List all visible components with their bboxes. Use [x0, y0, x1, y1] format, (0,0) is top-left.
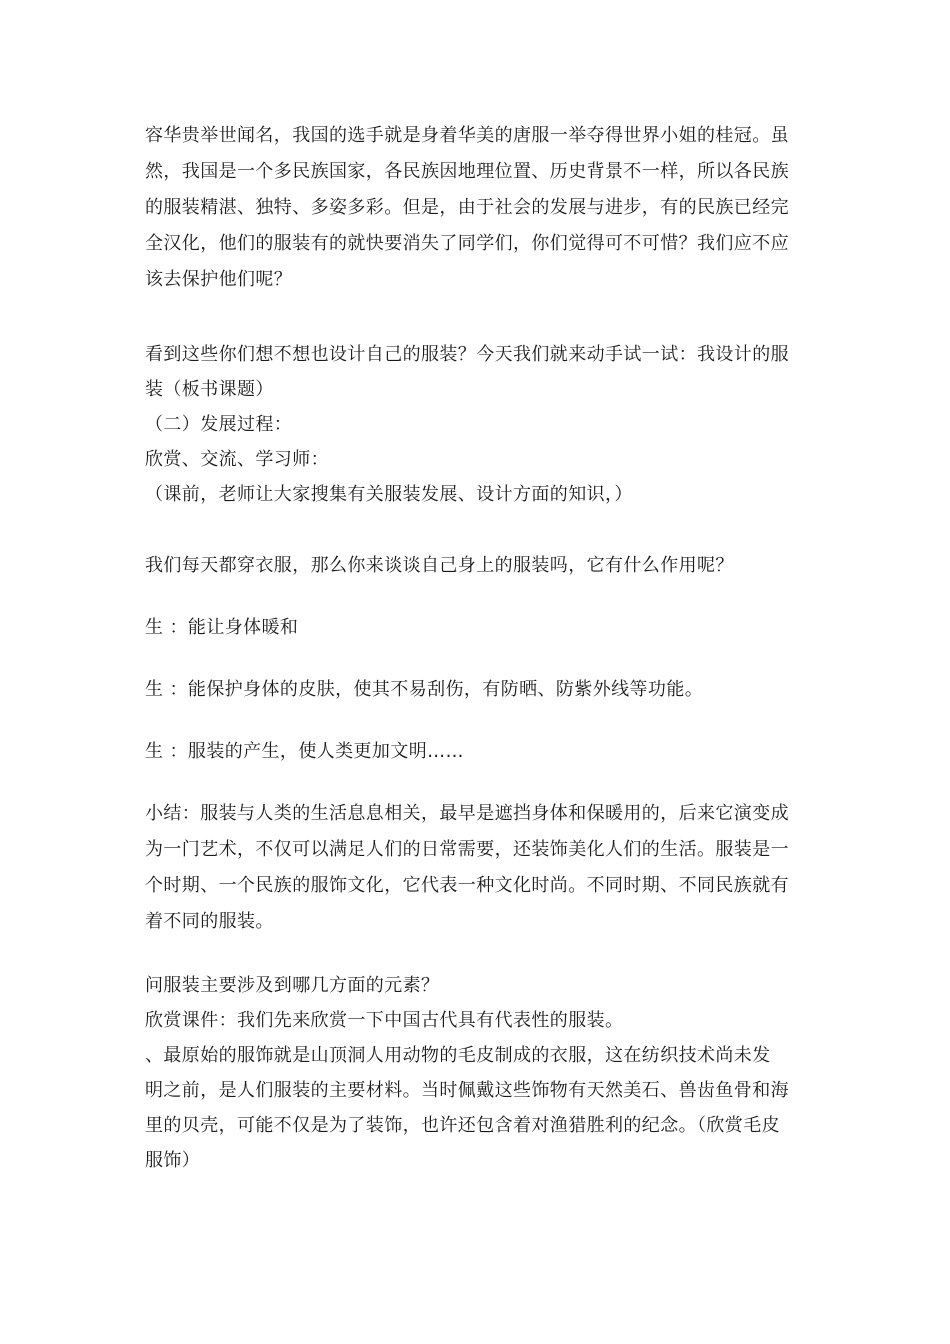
- text-line: 生 ：能保护身体的皮肤，使其不易刮伤，有防晒、防紫外线等功能。: [145, 679, 704, 700]
- text-line: 容华贵举世闻名，我国的选手就是身着华美的唐服一举夺得世界小姐的桂冠。虽: [145, 125, 789, 146]
- text-line: （课前，老师让大家搜集有关服装发展、设计方面的知识，）: [145, 484, 633, 505]
- text-line: 里的贝壳，可能不仅是为了装饰，也许还包含着对渔猎胜利的纪念。（欣赏毛皮: [145, 1115, 780, 1136]
- paragraph-summary: [145, 796, 810, 940]
- text-line: 为一门艺术，不仅可以满足人们的日常需要，还装饰美化人们的生活。服装是一: [145, 839, 789, 860]
- text-line: 明之前，是人们服装的主要材料。当时佩戴这些饰物有天然美石、兽齿鱼骨和海: [145, 1080, 789, 1101]
- text-line: 装（板书课题）: [145, 379, 274, 400]
- paragraph-elements: [145, 968, 810, 1178]
- text-line: 看到这些你们想不想也设计自己的服装？今天我们就来动手试一试：我设计的服: [145, 344, 789, 365]
- text-line: 着不同的服装。: [145, 911, 274, 932]
- text-line: 的服装精湛、独特、多姿多彩。但是，由于社会的发展与进步，有的民族已经完: [145, 197, 789, 218]
- text-line: 该去保护他们呢？: [145, 269, 293, 290]
- text-line: 生 ：能让身体暖和: [145, 617, 299, 638]
- text-line: 全汉化，他们的服装有的就快要消失了同学们，你们觉得可不可惜？我们应不应: [145, 233, 789, 254]
- text-line: 我们每天都穿衣服，那么你来谈谈自己身上的服装吗，它有什么作用呢？: [145, 555, 734, 576]
- text-line: 小结：服装与人类的生活息息相关，最早是遮挡身体和保暖用的，后来它演变成: [145, 803, 789, 824]
- section-heading: （二）发展过程：: [145, 414, 293, 435]
- paragraph-topic: [145, 337, 810, 512]
- text-line: 欣赏课件：我们先来欣赏一下中国古代具有代表性的服装。: [145, 1010, 624, 1031]
- text-line: 服饰）: [145, 1150, 201, 1171]
- paragraph-answer-3: [145, 734, 810, 770]
- text-line: 个时期、一个民族的服饰文化，它代表一种文化时尚。不同时期、不同民族就有: [145, 875, 789, 896]
- text-line: 问服装主要涉及到哪几方面的元素？: [145, 975, 440, 996]
- text-line: 然，我国是一个多民族国家，各民族因地理位置、历史背景不一样，所以各民族: [145, 161, 789, 182]
- text-line: 生 ：服装的产生，使人类更加文明……: [145, 741, 464, 762]
- text-line: 欣赏、交流、学习师：: [145, 449, 329, 470]
- paragraph-intro: [145, 118, 810, 298]
- paragraph-answer-2: [145, 672, 810, 708]
- paragraph-question: [145, 548, 810, 584]
- text-line: 、最原始的服饰就是山顶洞人用动物的毛皮制成的衣服，这在纺织技术尚未发: [145, 1045, 771, 1066]
- paragraph-answer-1: [145, 610, 810, 646]
